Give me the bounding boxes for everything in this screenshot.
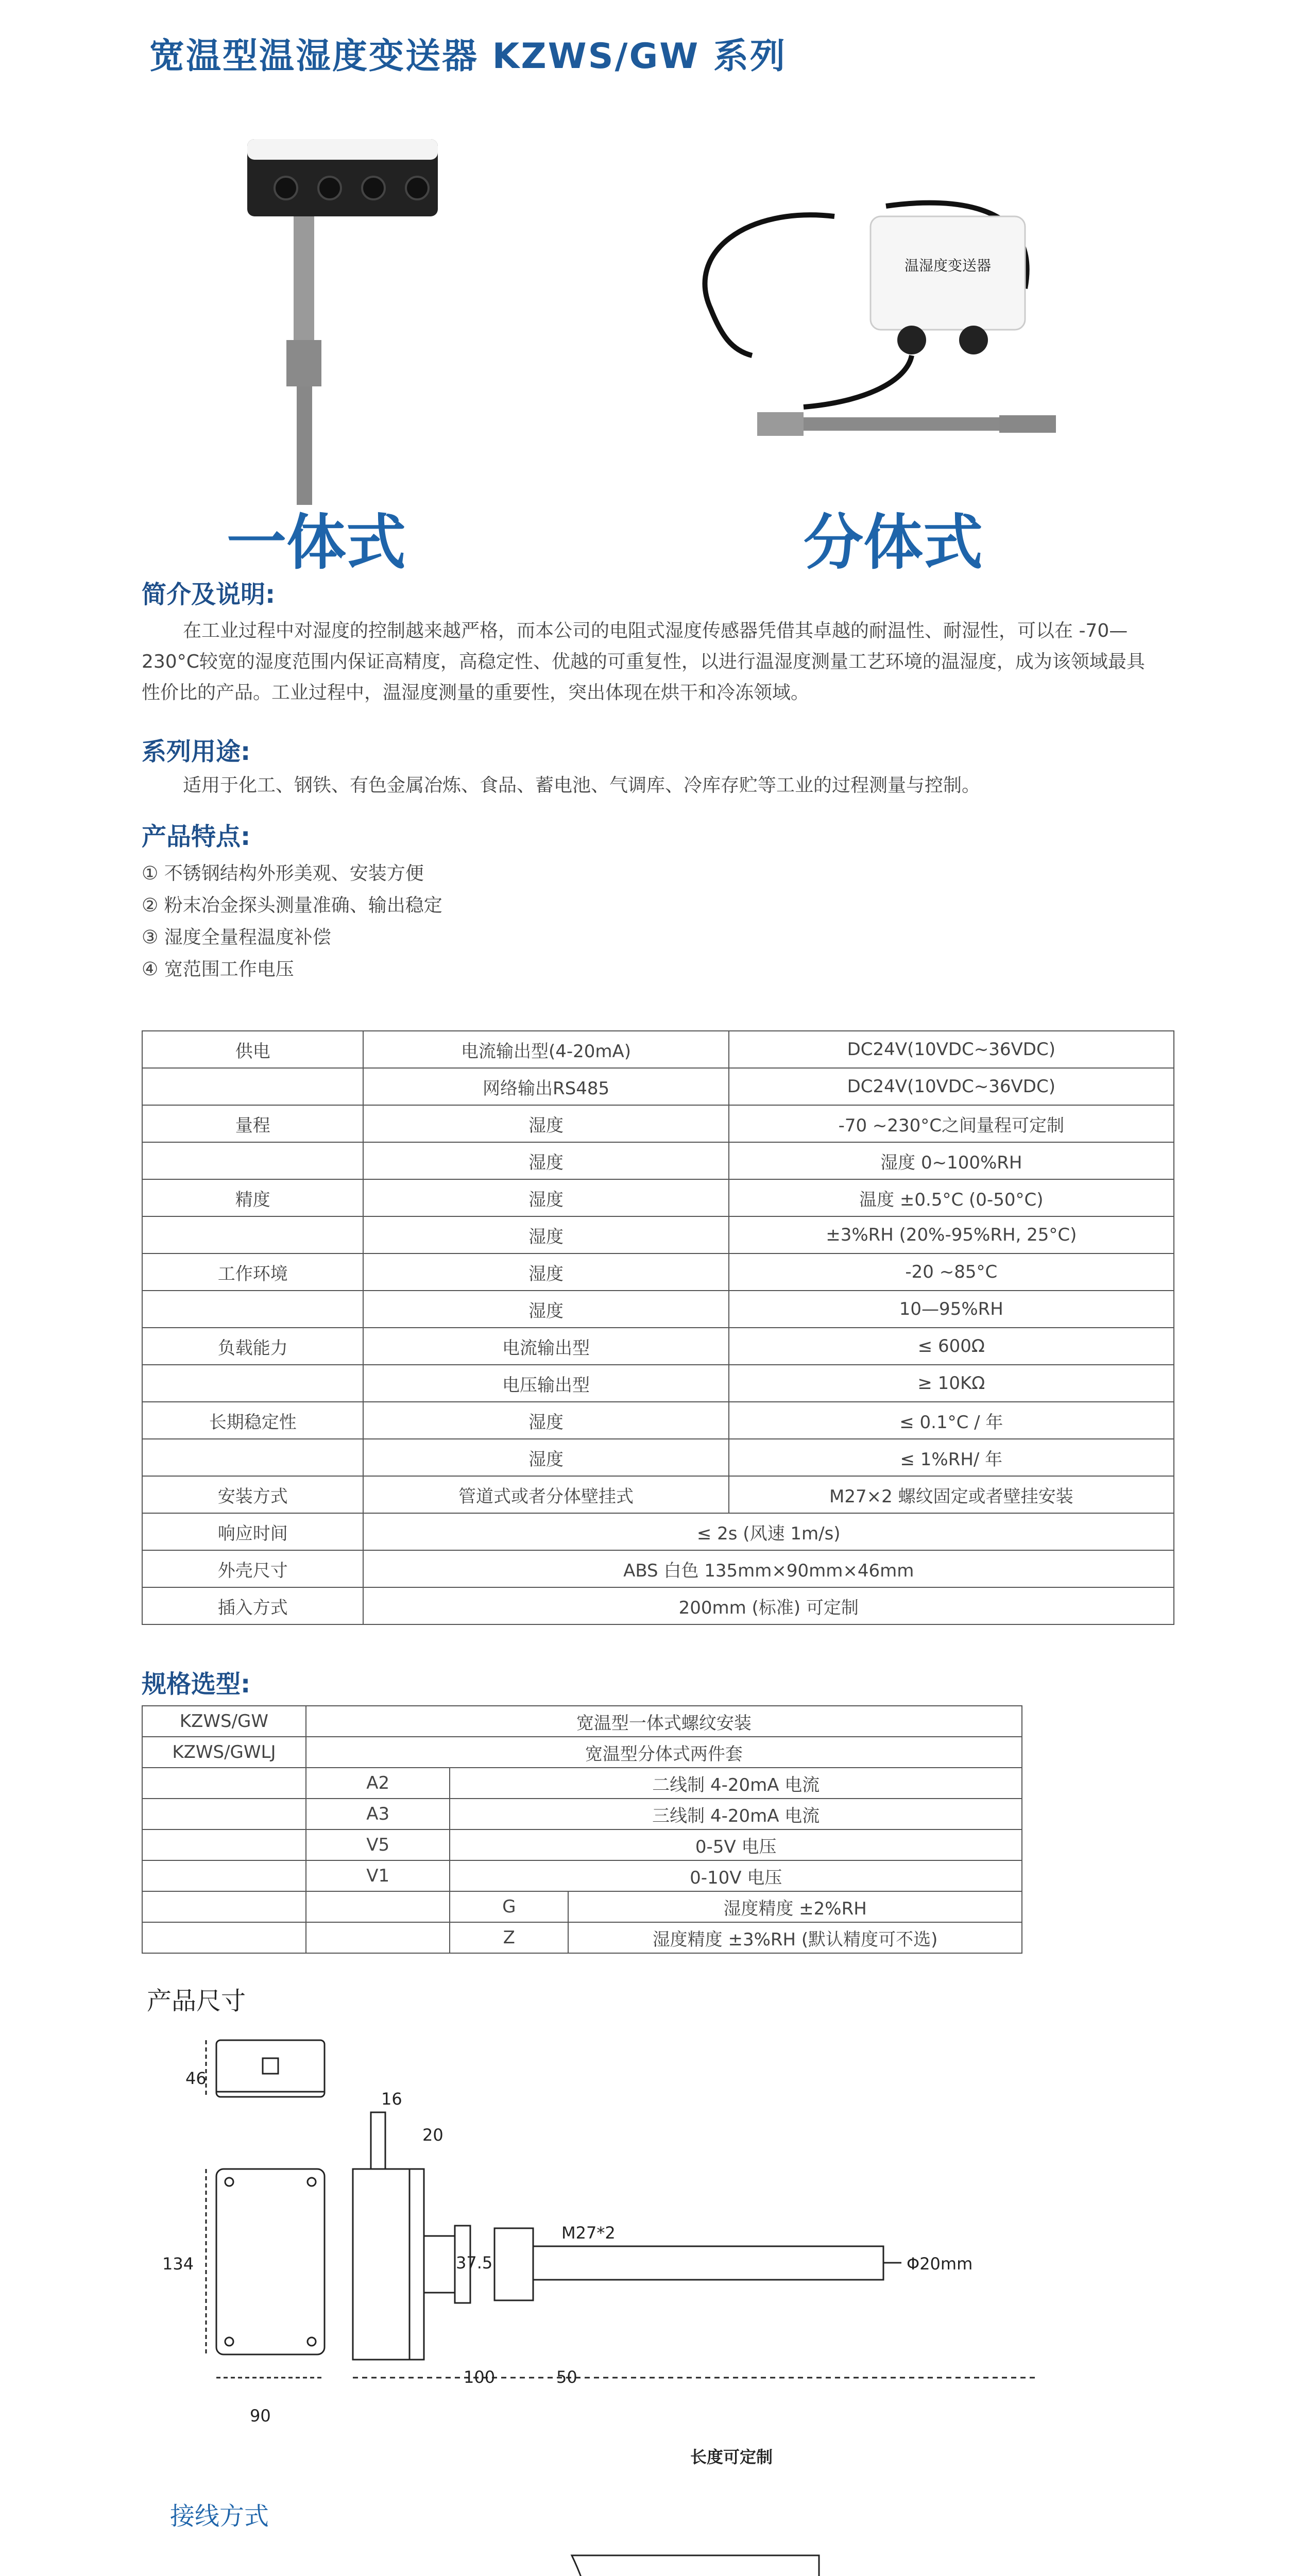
- table-row: [142, 1829, 1022, 1860]
- output-code: A2: [306, 1768, 450, 1799]
- spec-type: 湿度: [363, 1216, 728, 1253]
- intro-text: 在工业过程中对湿度的控制越来越严格，而本公司的电阻式湿度传感器凭借其卓越的耐温性、耐湿性，可以在 -70—230°C较宽的湿度范围内保证高精度，高稳定性、优越的可重复性，以进行温湿度测量工艺环境的温湿度，成为该领域最具性价比的产品。工业过程中，温湿度测量的重要性，突出体现在烘干和冷冻领域。: [142, 620, 1145, 703]
- output-desc: 0-10V 电压: [450, 1860, 1022, 1891]
- spec-label: 外壳尺寸: [142, 1550, 363, 1587]
- spec-value: ≤ 2s (风速 1m/s): [363, 1513, 1174, 1550]
- table-row: [142, 1216, 1174, 1253]
- accuracy-desc: 湿度精度 ±2%RH: [568, 1891, 1022, 1922]
- dimensions-heading: 产品尺寸: [147, 1987, 246, 2015]
- spec-label: 响应时间: [142, 1513, 363, 1550]
- dim-46: 46: [185, 2069, 207, 2088]
- spec-value: ABS 白色 135mm×90mm×46mm: [363, 1550, 1174, 1587]
- spec-type: 湿度: [363, 1291, 728, 1328]
- spec-value: 10—95%RH: [729, 1291, 1174, 1328]
- spec-label: [142, 1291, 363, 1328]
- dim-100: 100: [464, 2367, 496, 2387]
- spec-value: -70 ~230°C之间量程可定制: [729, 1105, 1174, 1142]
- spec-type: 湿度: [363, 1105, 728, 1142]
- table-row: [142, 1328, 1174, 1365]
- table-row: [142, 1068, 1174, 1105]
- table-row: [142, 1031, 1174, 1068]
- spec-type: 网络输出RS485: [363, 1068, 728, 1105]
- spec-label: 量程: [142, 1105, 363, 1142]
- output-desc: 二线制 4-20mA 电流: [450, 1768, 1022, 1799]
- table-row: [142, 1513, 1174, 1550]
- dimension-drawing: [155, 2020, 1185, 2494]
- spec-type: 电压输出型: [363, 1365, 728, 1402]
- table-row: [142, 1706, 1022, 1737]
- output-desc: 三线制 4-20mA 电流: [450, 1799, 1022, 1829]
- table-row: [142, 1179, 1174, 1216]
- spec-value: M27×2 螺纹固定或者壁挂安装: [729, 1476, 1174, 1513]
- table-row: [142, 1587, 1174, 1624]
- model-heading: 规格选型:: [142, 1670, 251, 1699]
- spec-type: 湿度: [363, 1142, 728, 1179]
- spec-table: [142, 1030, 1174, 1625]
- model-code: KZWS/GWLJ: [142, 1737, 306, 1768]
- split-product-image: [670, 185, 1061, 474]
- dim-20: 20: [422, 2125, 443, 2145]
- table-row: [142, 1922, 1022, 1953]
- accuracy-code: G: [450, 1891, 568, 1922]
- spec-value: -20 ~85°C: [729, 1253, 1174, 1291]
- spec-type: 湿度: [363, 1179, 728, 1216]
- spec-value: ±3%RH (20%-95%RH, 25°C): [729, 1216, 1174, 1253]
- intro-heading: 简介及说明:: [142, 580, 276, 609]
- wiring-diagram: [77, 2540, 1262, 2576]
- wiring-heading: 接线方式: [170, 2502, 269, 2531]
- spec-type: 电流输出型(4-20mA): [363, 1031, 728, 1068]
- output-code: V5: [306, 1829, 450, 1860]
- accuracy-desc: 湿度精度 ±3%RH (默认精度可不选): [568, 1922, 1022, 1953]
- table-row: [142, 1768, 1022, 1799]
- spec-label: 供电: [142, 1031, 363, 1068]
- features-heading: 产品特点:: [142, 822, 251, 851]
- table-row: [142, 1365, 1174, 1402]
- table-row: [142, 1402, 1174, 1439]
- table-row: [142, 1291, 1174, 1328]
- usage-heading: 系列用途:: [142, 737, 251, 766]
- spec-label: 长期稳定性: [142, 1402, 363, 1439]
- spec-label: [142, 1365, 363, 1402]
- spec-type: 湿度: [363, 1439, 728, 1476]
- spec-type: 湿度: [363, 1253, 728, 1291]
- model-desc: 宽温型分体式两件套: [306, 1737, 1022, 1768]
- model-code: KZWS/GW: [142, 1706, 306, 1737]
- table-row: [142, 1253, 1174, 1291]
- table-row: [142, 1476, 1174, 1513]
- spec-value: DC24V(10VDC~36VDC): [729, 1068, 1174, 1105]
- table-row: [142, 1142, 1174, 1179]
- table-row: [142, 1860, 1022, 1891]
- spec-label: [142, 1068, 363, 1105]
- spec-type: 电流输出型: [363, 1328, 728, 1365]
- integrated-label: 一体式: [227, 508, 406, 578]
- spec-value: ≤ 1%RH/ 年: [729, 1439, 1174, 1476]
- accuracy-code: Z: [450, 1922, 568, 1953]
- table-row: [142, 1439, 1174, 1476]
- spec-label: [142, 1439, 363, 1476]
- table-row: [142, 1737, 1022, 1768]
- spec-value: 温度 ±0.5°C (0-50°C): [729, 1179, 1174, 1216]
- output-code: A3: [306, 1799, 450, 1829]
- dim-90: 90: [250, 2406, 271, 2426]
- length-note: 长度可定制: [690, 2447, 773, 2467]
- spec-label: 负载能力: [142, 1328, 363, 1365]
- spec-value: DC24V(10VDC~36VDC): [729, 1031, 1174, 1068]
- usage-text: 适用于化工、钢铁、有色金属冶炼、食品、蓄电池、气调库、冷库存贮等工业的过程测量与控制。: [183, 775, 981, 796]
- spec-label: 插入方式: [142, 1587, 363, 1624]
- spec-value: ≥ 10KΩ: [729, 1365, 1174, 1402]
- diameter-label: Φ20mm: [907, 2254, 973, 2274]
- thread-label: M27*2: [561, 2223, 616, 2243]
- feature-item: ② 粉末冶金探头测量准确、输出稳定: [142, 895, 442, 916]
- features-list: [142, 858, 442, 986]
- table-row: [142, 1891, 1022, 1922]
- spec-label: [142, 1142, 363, 1179]
- model-desc: 宽温型一体式螺纹安装: [306, 1706, 1022, 1737]
- output-code: V1: [306, 1860, 450, 1891]
- spec-value: ≤ 0.1°C / 年: [729, 1402, 1174, 1439]
- spec-value: 200mm (标准) 可定制: [363, 1587, 1174, 1624]
- dim-50: 50: [556, 2367, 577, 2387]
- spec-label: 精度: [142, 1179, 363, 1216]
- table-row: [142, 1799, 1022, 1829]
- spec-type: 湿度: [363, 1402, 728, 1439]
- dim-134: 134: [162, 2254, 194, 2274]
- split-device-label: 温湿度变送器: [904, 257, 992, 274]
- page-title: 宽温型温湿度变送器 KZWS/GW 系列: [149, 36, 787, 77]
- spec-label: 安装方式: [142, 1476, 363, 1513]
- model-table: [142, 1705, 1022, 1954]
- spec-type: 管道式或者分体壁挂式: [363, 1476, 728, 1513]
- table-row: [142, 1550, 1174, 1587]
- feature-item: ③ 湿度全量程温度补偿: [142, 927, 331, 948]
- integrated-product-image: [196, 124, 505, 505]
- feature-item: ① 不锈钢结构外形美观、安装方便: [142, 863, 424, 884]
- feature-item: ④ 宽范围工作电压: [142, 959, 294, 980]
- dim-37: 37.5: [456, 2253, 493, 2273]
- spec-label: 工作环境: [142, 1253, 363, 1291]
- spec-label: [142, 1216, 363, 1253]
- spec-value: ≤ 600Ω: [729, 1328, 1174, 1365]
- spec-value: 湿度 0~100%RH: [729, 1142, 1174, 1179]
- split-label: 分体式: [804, 508, 983, 578]
- output-desc: 0-5V 电压: [450, 1829, 1022, 1860]
- table-row: [142, 1105, 1174, 1142]
- dim-16: 16: [381, 2089, 402, 2109]
